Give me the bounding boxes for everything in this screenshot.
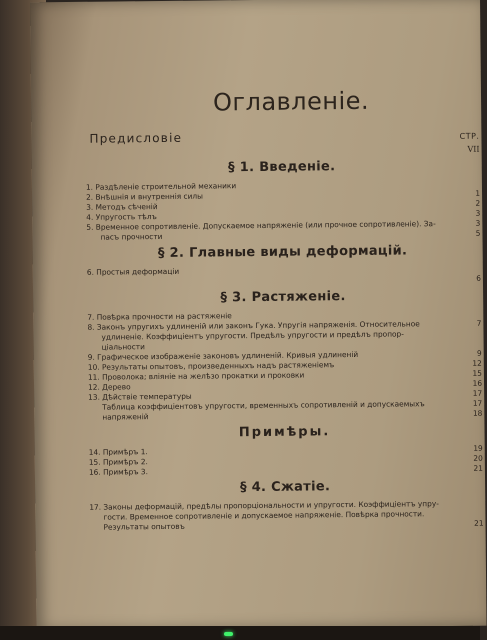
toc-entry-text: 5. Временное сопротивленіе. Допускаемое напряженіе (или прочное сопротивленіе). За- [86,219,436,232]
toc-entry-text: 12. Дерево [87,382,131,392]
toc-entry-text: 4. Упругость тѣлъ [86,212,157,222]
toc-entry-page: 19 [473,443,483,453]
section-heading: § 4. Сжатіе. [239,479,331,496]
toc-entry-page: 15 [472,368,482,378]
toc-entry-text: 10. Результаты опытовъ, произведенныхъ надъ растяженіемъ [87,360,335,372]
section-entries [84,179,481,243]
toc-entry-text: Таблица коэффиціентовъ упругости, временныхъ сопротивленій и допускаемыхъ [102,399,425,412]
led-indicator [224,632,233,636]
toc-entry-text: 8. Законъ упругихъ удлиненій или законъ Гука. Упругія напряженія. Относительное [87,319,420,332]
toc-entry-text: 17. Законы деформацій, предѣлы пропорціональности и упругости. Коэффиціентъ упру- [89,499,439,512]
toc-entry-page: 9 [476,348,482,358]
toc-entry-page: 3 [475,218,481,228]
toc-entry-page: 1 [475,188,481,198]
sections-container [84,158,484,533]
toc-entry-page: 5 [475,228,481,238]
toc-entry-text: гости. Временное сопротивленіе и допускаемое напряженіе. Повѣрка прочности. [103,509,425,522]
toc-entry-text: 7. Повѣрка прочности на растяженіе [87,311,232,322]
toc-entry-page: 17 [472,398,483,408]
toc-entry-page: 17 [472,388,483,398]
toc-entry-page: 6 [476,273,481,283]
section-heading: § 1. Введеніе. [228,159,336,176]
toc-entry-text [87,284,457,288]
section-heading: Примѣры. [238,424,331,441]
toc-entry-text: 3. Методъ сѣченій [86,202,158,212]
section-entries [87,499,483,533]
toc-entry-page: 16 [472,378,483,388]
section-heading: § 3. Растяженіе. [220,289,346,306]
bottom-bar [0,626,480,640]
toc-entry-page: 12 [472,358,482,368]
page-title: Оглавленіе. [212,86,370,117]
page-column-header: СТР. [459,131,480,141]
table-of-contents [83,86,484,533]
preface-label: Предисловіе [89,130,183,146]
preface-page: VII [467,144,480,154]
toc-entry-page: 7 [476,318,482,328]
toc-entry-page: 18 [472,408,483,418]
toc-entry-text: Результаты опытовъ [103,521,185,532]
section-entries [87,444,483,478]
toc-entry-text: 14. Примѣръ 1. [88,447,148,457]
toc-entry-text: 13. Дѣйствіе температуры [88,391,192,402]
toc-entry-page: 2 [475,198,481,208]
toc-entry-page: 20 [473,453,483,463]
toc-entry-page: 21 [473,463,483,473]
section-heading: § 2. Главные виды деформацій. [157,243,408,262]
toc-entry-text: 11. Проволока; вліяніе на желѣзо прокатки и проковки [87,370,305,382]
toc-entry-text: 6. Простыя деформаціи [86,266,180,277]
toc-entry-text: ціальности [101,342,145,352]
book-page [30,0,487,630]
toc-entry-text: 16. Примѣръ 3. [88,467,148,477]
toc-entry-text: 15. Примѣръ 2. [88,457,148,467]
section-entries [85,309,482,423]
toc-entry-page: 21 [474,518,484,528]
preface-row [89,128,479,146]
toc-entry-text: 1. Раздѣленіе строительной механики [85,181,237,192]
toc-entry-page: 3 [475,208,481,218]
toc-entry-text: пасъ прочности [100,231,163,242]
toc-entry-text: 9. Графическое изображеніе законовъ удлиненій. Кривыя удлиненій [87,349,359,362]
toc-entry-text: напряженій [102,412,149,422]
toc-entry-text: 2. Внѣшнія и внутреннія силы [86,191,204,202]
toc-entry-text: удлиненіе. Коэффиціентъ упругости. Предѣлъ упругости и предѣлъ пропор- [101,329,404,342]
section-entries [85,264,481,288]
